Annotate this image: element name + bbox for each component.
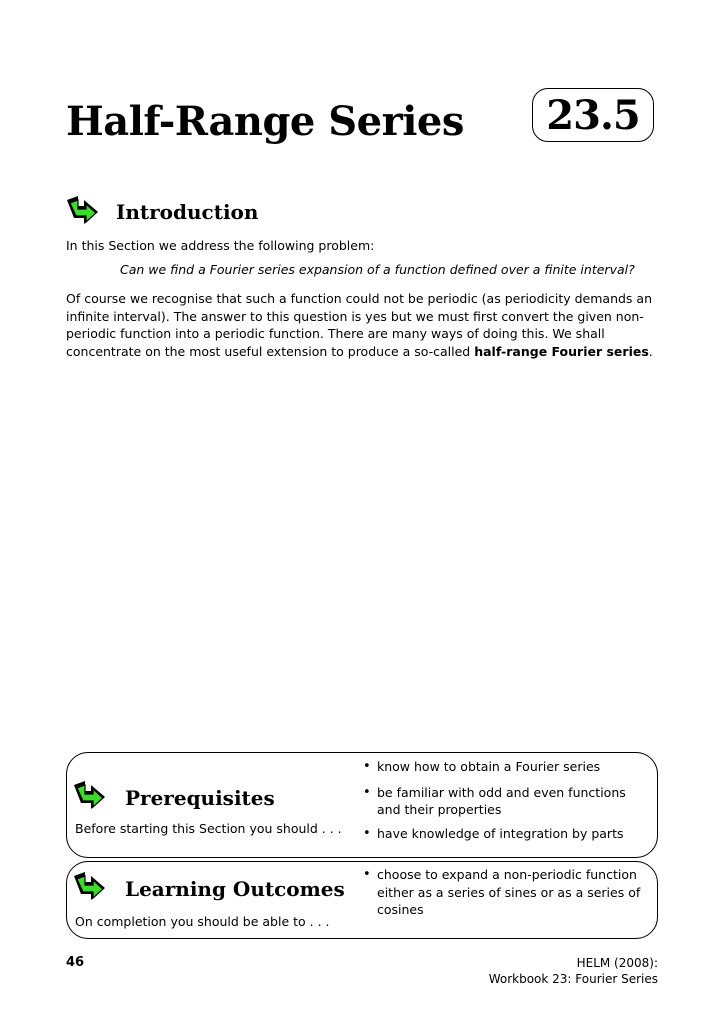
- list-item: • be familiar with odd and even functions and their properties: [363, 784, 653, 819]
- footer-workbook: Workbook 23: Fourier Series: [488, 972, 658, 986]
- list-item: • have knowledge of integration by parts: [363, 825, 653, 843]
- green-arrow-icon: [71, 870, 109, 908]
- intro-lead-text: In this Section we address the following problem:: [66, 238, 375, 253]
- learning-outcomes-list: [363, 862, 653, 919]
- footer-source: [489, 955, 658, 987]
- footer-publisher: HELM (2008):: [576, 956, 658, 970]
- intro-body-bold-term: half-range Fourier series: [474, 343, 649, 359]
- intro-question-text: Can we find a Fourier series expansion of a function defined over a finite interval?: [120, 262, 635, 277]
- section-number-badge: 23.5: [532, 88, 654, 142]
- page-number: 46: [66, 955, 85, 970]
- learning-outcomes-heading: Learning Outcomes: [125, 877, 345, 901]
- learning-outcomes-panel: [66, 861, 658, 939]
- green-arrow-icon: [64, 194, 102, 232]
- list-item: • know how to obtain a Fourier series: [363, 758, 653, 776]
- list-item: • choose to expand a non-periodic function either as a series of sines or as a series of cosines: [363, 866, 653, 919]
- prerequisites-heading: Prerequisites: [125, 786, 275, 810]
- learning-outcomes-intro: On completion you should be able to . . .: [75, 914, 330, 929]
- prerequisites-intro: Before starting this Section you should . . .: [75, 821, 342, 836]
- introduction-heading: Introduction: [116, 200, 259, 224]
- intro-body-paragraph: [66, 290, 658, 360]
- prerequisites-panel: [66, 752, 658, 858]
- green-arrow-icon: [71, 779, 109, 817]
- intro-body-text: Of course we recognise that such a function could not be periodic (as periodicity demands an infinite interval). The answer to this question is yes but we must first convert the given non-periodic function into a periodic function. There are many ways of doing this. We shall concentrate on the most useful extension to produce a so-called: [66, 291, 652, 359]
- page-title: Half-Range Series: [66, 98, 464, 145]
- intro-body-end: .: [648, 343, 653, 359]
- prerequisites-list: [363, 753, 653, 842]
